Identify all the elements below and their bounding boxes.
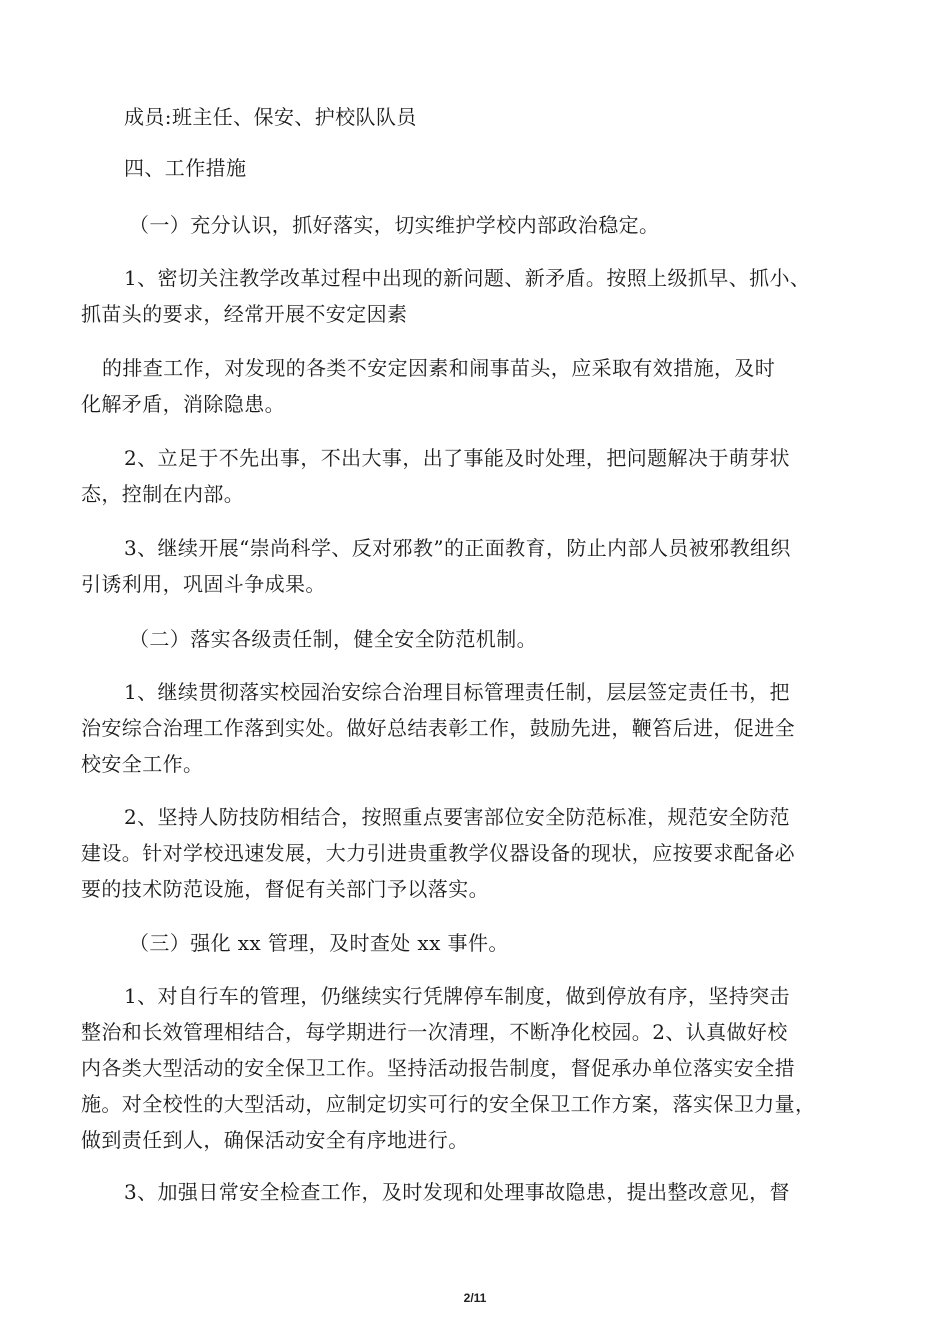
text-line: 建设。针对学校迅速发展，大力引进贵重教学仪器设备的现状，应按要求配备必 xyxy=(81,841,795,865)
text-line: 做到责任到人，确保活动安全有序地进行。 xyxy=(81,1128,469,1152)
text-line: 的排查工作，对发现的各类不安定因素和闹事苗头，应采取有效措施，及时 xyxy=(102,356,776,380)
text-line: 内各类大型活动的安全保卫工作。坚持活动报告制度，督促承办单位落实安全措 xyxy=(81,1056,795,1080)
paragraph-2-2 xyxy=(81,799,881,907)
text-line: 校安全工作。 xyxy=(81,752,204,776)
text-line: 1、密切关注教学改革过程中出现的新问题、新矛盾。按照上级抓早、抓小、 xyxy=(124,266,811,290)
page-number: 2/11 xyxy=(463,1291,487,1305)
text-line: 施。对全校性的大型活动，应制定切实可行的安全保卫工作方案，落实保卫力量， xyxy=(81,1092,816,1116)
paragraph-3-1 xyxy=(81,978,881,1158)
text-line: 要的技术防范设施，督促有关部门予以落实。 xyxy=(81,877,489,901)
subsection-heading-1 xyxy=(81,207,881,243)
text-line: 治安综合治理工作落到实处。做好总结表彰工作，鼓励先进，鞭笞后进，促进全 xyxy=(81,716,795,740)
paragraph-2-1 xyxy=(81,674,881,782)
text-line: 3、加强日常安全检查工作，及时发现和处理事故隐患，提出整改意见，督 xyxy=(124,1180,790,1204)
text-line: 1、对自行车的管理，仍继续实行凭牌停车制度，做到停放有序，坚持突击 xyxy=(124,984,790,1008)
paragraph-members xyxy=(81,99,881,135)
section-heading-work-measures xyxy=(81,150,881,186)
subsection-heading-3 xyxy=(81,925,881,961)
text-line: 2、坚持人防技防相结合，按照重点要害部位安全防范标准，规范安全防范 xyxy=(124,805,790,829)
paragraph-1-1-cont xyxy=(81,350,881,422)
text-line: 四、工作措施 xyxy=(124,156,247,180)
text-line: （三）强化 xx 管理，及时查处 xx 事件。 xyxy=(129,931,509,955)
paragraph-1-1 xyxy=(81,260,881,332)
text-line: （一）充分认识，抓好落实，切实维护学校内部政治稳定。 xyxy=(129,213,660,237)
text-line: 态，控制在内部。 xyxy=(81,482,245,506)
text-line: （二）落实各级责任制，健全安全防范机制。 xyxy=(129,627,537,651)
paragraph-1-2 xyxy=(81,440,881,512)
text-line: 3、继续开展“崇尚科学、反对邪教”的正面教育，防止内部人员被邪教组织 xyxy=(124,536,791,560)
text-line: 化解矛盾，消除隐患。 xyxy=(81,392,285,416)
text-line: 引诱利用，巩固斗争成果。 xyxy=(81,572,326,596)
paragraph-1-3 xyxy=(81,530,881,602)
subsection-heading-2 xyxy=(81,621,881,657)
text-line: 抓苗头的要求，经常开展不安定因素 xyxy=(81,302,408,326)
text-line: 2、立足于不先出事，不出大事，出了事能及时处理，把问题解决于萌芽状 xyxy=(124,446,790,470)
text-line: 1、继续贯彻落实校园治安综合治理目标管理责任制，层层签定责任书，把 xyxy=(124,680,790,704)
text-line: 成员:班主任、保安、护校队队员 xyxy=(124,105,417,129)
text-line: 整治和长效管理相结合，每学期进行一次清理，不断净化校园。2、认真做好校 xyxy=(81,1020,788,1044)
paragraph-3-3 xyxy=(81,1174,881,1210)
